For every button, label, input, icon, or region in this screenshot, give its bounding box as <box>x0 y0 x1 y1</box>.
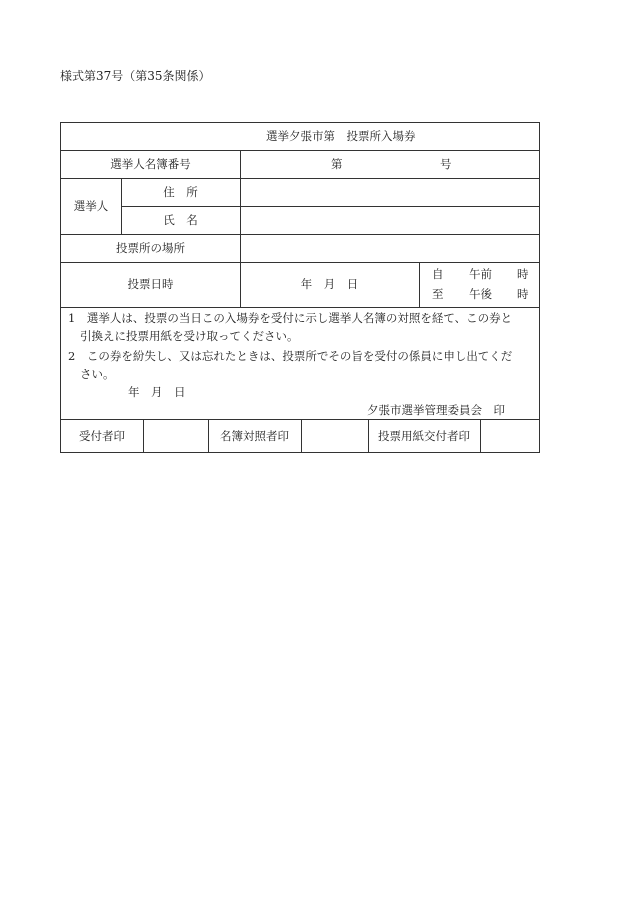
column-divider <box>301 419 302 452</box>
time-from-ampm: 午前 <box>469 267 492 281</box>
row-divider <box>61 150 539 151</box>
note-2-line-1: 2 この券を紛失し、又は忘れたときは、投票所でその旨を受付の係員に申し出てくだ <box>68 349 513 363</box>
issue-date: 年 月 日 <box>128 385 186 399</box>
note-2-line-2: さい。 <box>80 367 115 381</box>
roll-check-stamp-label: 名簿対照者印 <box>220 429 289 443</box>
note-1-line-1: 1 選挙人は、投票の当日この入場券を受付に示し選挙人名簿の対照を経て、この券と <box>68 311 513 325</box>
voter-label: 選挙人 <box>73 199 109 213</box>
ticket-title: 選挙夕張市第 投票所入場券 <box>266 129 416 143</box>
column-divider <box>143 419 144 452</box>
date-field: 年 月 日 <box>300 277 359 291</box>
admission-ticket-form <box>60 122 540 453</box>
voter-number-label: 選挙人名簿番号 <box>110 157 191 171</box>
time-from-label: 自 <box>432 267 444 281</box>
column-divider <box>419 262 420 307</box>
ballot-issue-stamp-label: 投票用紙交付者印 <box>378 429 470 443</box>
time-from-hour: 時 <box>517 267 529 281</box>
note-1-line-2: 引換えに投票用紙を受け取ってください。 <box>80 329 299 343</box>
number-prefix: 第 <box>331 157 343 171</box>
column-divider <box>480 419 481 452</box>
polling-place-label: 投票所の場所 <box>116 241 185 255</box>
row-divider <box>61 262 539 263</box>
row-divider <box>121 206 539 207</box>
datetime-label: 投票日時 <box>127 277 174 291</box>
row-divider <box>61 234 539 235</box>
number-suffix: 号 <box>440 157 452 171</box>
name-label: 氏 名 <box>163 213 198 227</box>
time-to-label: 至 <box>432 287 444 301</box>
form-number: 様式第37号（第35条関係） <box>60 69 211 83</box>
row-divider <box>61 419 539 420</box>
reception-stamp-label: 受付者印 <box>79 429 125 443</box>
time-to-ampm: 午後 <box>469 287 492 301</box>
address-label: 住 所 <box>163 185 198 199</box>
row-divider <box>61 178 539 179</box>
time-to-hour: 時 <box>517 287 529 301</box>
row-divider <box>61 307 539 308</box>
issuer: 夕張市選挙管理委員会 印 <box>367 403 505 417</box>
